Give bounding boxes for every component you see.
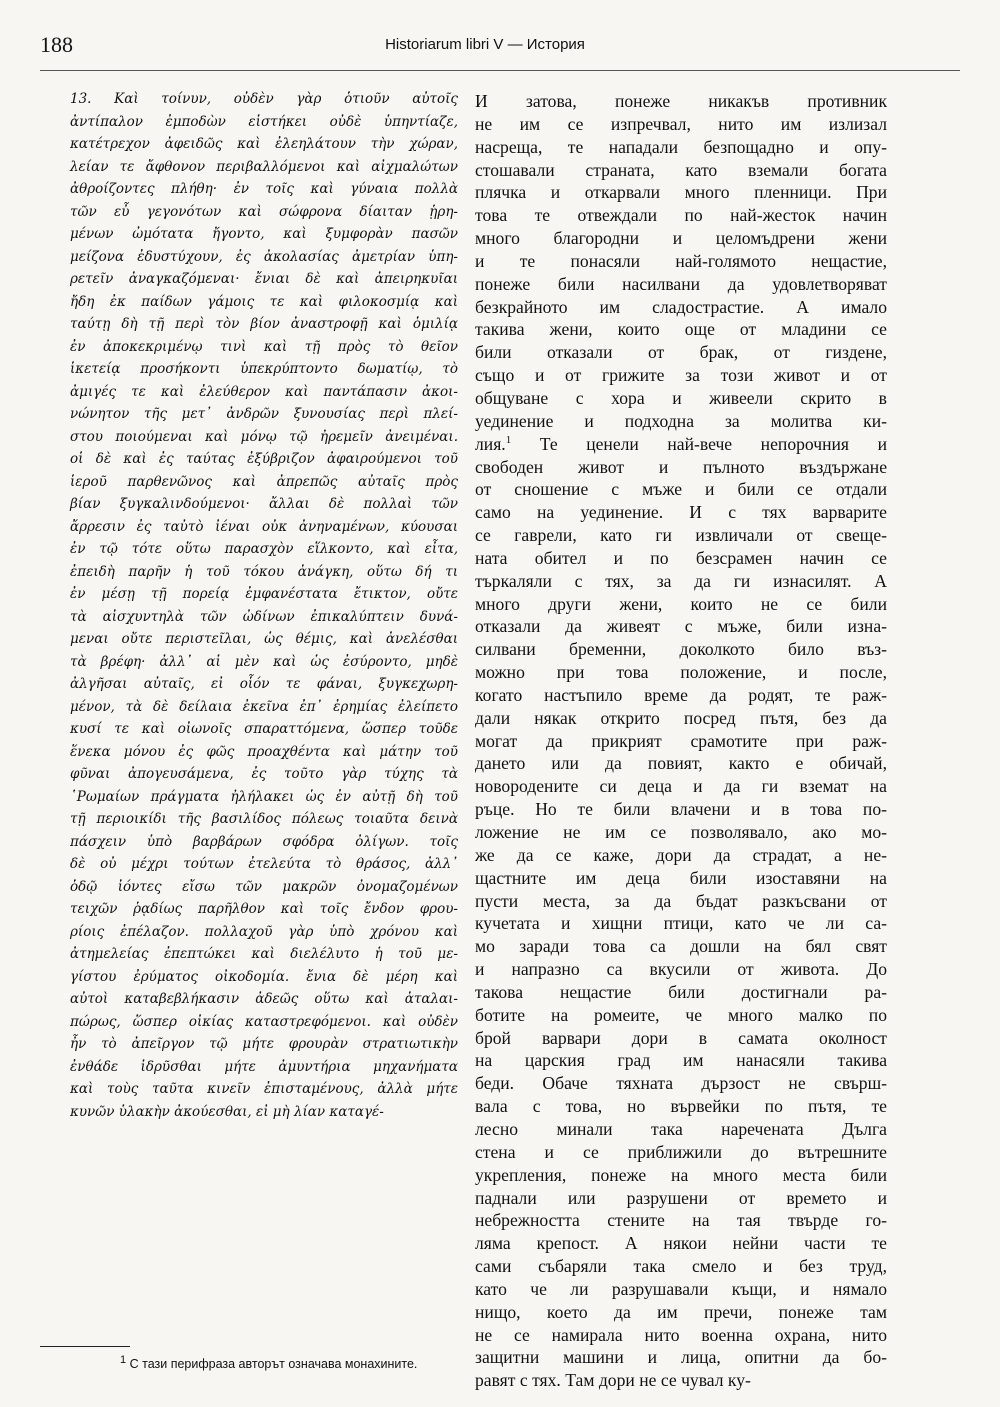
greek-line: βίαν ξυγκαλινδούμενοι· ἄλλαι δὲ πολλαὶ τῶν	[70, 496, 458, 512]
bulgarian-line: като че ли разрушавали къщи, и нямало	[475, 1278, 887, 1299]
bulgarian-line: не се намирала нито военна охрана, нито	[475, 1324, 887, 1345]
greek-line: ῾Ρωμαίων πράγματα ἠλήλακει ὡς ἐν αὐτῇ δὴ τοῦ	[70, 788, 458, 805]
greek-line: μεναι οὔτε περιστεῖλαι, ὡς θέμις, καὶ ἀνελέσθαι	[70, 631, 458, 647]
bulgarian-line: ната обител и по безсрамен начин се	[475, 547, 887, 568]
bulgarian-line: И затова, понеже никакъв противник	[475, 91, 887, 111]
bulgarian-line: ляма крепост. А някои нейни части те	[475, 1233, 887, 1254]
greek-line: στου ποιούμεναι καὶ μόνῳ τῷ ἠρεμεῖν ἀνειμέναι.	[70, 428, 458, 445]
greek-line: ἐνθάδε ἱδρῦσθαι μήτε ἀμυντήρια μηχανήματα	[70, 1058, 458, 1075]
bulgarian-line: такива жени, които още от младини се	[475, 319, 887, 340]
bulgarian-line: небрежността стените на тая твърде го-	[475, 1210, 887, 1231]
bulgarian-line: също и от грижите за този живот и от	[475, 365, 887, 386]
bulgarian-line: равят с тях. Там дори не се чувал ку-	[475, 1370, 751, 1391]
greek-line: γίστου ἐρύματος οἰκοδομία. ἔνια δὲ μέρη καὶ	[70, 968, 458, 985]
greek-line: πάσχειν ὑπὸ βαρβάρων σφόδρα ὀλίγων. τοῖς	[70, 833, 458, 850]
footnote-number: 1	[120, 1353, 127, 1366]
bulgarian-line: щастните им деца били изоставяни на	[475, 867, 887, 888]
bulgarian-line: плячка и откарвали много пленници. При	[475, 182, 887, 203]
bulgarian-line	[475, 433, 887, 456]
greek-line: πώρως, ὥσπερ οἰκίας καταστρεφόμενοι. καὶ οὐδὲν	[70, 1013, 458, 1030]
greek-line: ὁδῷ ἰόντες εἴσω τῶν μακρῶν ὀνομαζομένων	[70, 878, 458, 895]
bulgarian-line: били отказали от брак, от гиздене,	[475, 342, 887, 363]
bulgarian-line: паднали или разрушени от времето и	[475, 1187, 887, 1208]
greek-line: 13. Καὶ τοίνυν, οὐδὲν γὰρ ὁτιοῦν αὐτοῖς	[70, 91, 458, 107]
bulgarian-line: пусти места, за да бъдат разкъсвани от	[475, 890, 887, 911]
greek-line: ἀθροίζοντες πλήθη· ἐν τοῖς καὶ γύναια πολλὰ	[70, 181, 458, 197]
bulgarian-line: ботите на ромеите, че много малко по	[475, 1004, 887, 1025]
greek-line: ἐπειδὴ παρῆν ἡ τοῦ τόκου ἀνάγκη, οὕτω δή τι	[70, 563, 458, 580]
bulgarian-line: сами събаряли така смело и без труд,	[475, 1256, 887, 1277]
running-head: Historiarum libri V — История	[385, 36, 585, 53]
header-rule	[40, 70, 960, 71]
greek-line: ταύτῃ δὴ τῇ περὶ τὸν βίον ἀναστροφῇ καὶ ὁμιλίᾳ	[70, 316, 458, 332]
bulgarian-line: свободен живот и пълното въздържане	[475, 456, 887, 477]
bulgarian-line: кучетата и хищни птици, като че ли са-	[475, 913, 887, 934]
greek-line: ἀμιγές τε καὶ ἐλεύθερον καὶ παντάπασιν ἀκοι-	[70, 383, 458, 400]
bulgarian-line: много благородни и целомъдрени жени	[475, 228, 887, 249]
bulgarian-line: това те отвеждали по най-жесток начин	[475, 205, 887, 226]
bulgarian-line: такова нещастие били достигнали ра-	[475, 981, 887, 1002]
bulgarian-line: много други жени, които не се били	[475, 593, 887, 614]
greek-line: ἀλγῆσαι αὐταῖς, εἰ οἷόν τε φάναι, ξυγκεχωρη-	[70, 676, 458, 692]
bulgarian-line: дането или да повият, както е обичай,	[475, 753, 887, 774]
greek-line: ἀντίπαλον ἐμποδὼν εἱστήκει οὐδὲ ὑπηντίαζε,	[70, 113, 458, 130]
bulgarian-line: нищо, което да им пречи, понеже там	[475, 1301, 887, 1322]
greek-line: κυσί τε καὶ οἰωνοῖς σπαραττόμενα, ὥσπερ τοῦδε	[70, 721, 458, 737]
greek-line: ἐν ἀποκεκριμένῳ τινὶ καὶ τῇ πρὸς τὸ θεῖον	[70, 338, 458, 355]
bulgarian-line: можно при това положение, и после,	[475, 662, 887, 683]
greek-line: φῦναι ἀπογευσάμενα, ἐς τοῦτο γὰρ τύχης τὰ	[70, 766, 458, 782]
greek-line: ἱεροῦ παρθενῶνος καὶ ἀπρεπῶς αὐταῖς πρὸς	[70, 473, 458, 490]
footnote-text: С тази перифраза авторът означава монахините.	[129, 1357, 418, 1371]
greek-line: τῶν εὖ γεγονότων καὶ σώφρονα δίαιταν ᾑρη-	[70, 203, 458, 220]
bulgarian-line-text: лия.	[475, 433, 506, 454]
bulgarian-line: търкаляли с тях, за да ги изнасилят. А	[475, 570, 887, 591]
bulgarian-line: лесно минали така наречената Дълга	[475, 1118, 887, 1139]
bulgarian-line: само на уединение. И с тях варварите	[475, 502, 887, 523]
greek-line: ἐν μέσῃ τῇ πορείᾳ ἐμφανέστατα ἔτικτον, οὔτε	[70, 586, 458, 602]
greek-line: δὲ οὐ μέχρι τούτων ἐτελεύτα τὸ θράσος, ἀλλ᾿	[70, 856, 458, 872]
bulgarian-line: силвани бременни, доколкото било въз-	[475, 639, 887, 660]
greek-line: ἦν τὸ ἀπεῖργον τῷ μήτε φρουρὰν στρατιωτικὴν	[70, 1036, 458, 1052]
greek-line: τὰ βρέφη· ἀλλ᾿ αἱ μὲν καὶ ὡς ἐσύροντο, μηδὲ	[70, 653, 458, 670]
footnote	[120, 1355, 417, 1373]
greek-line: νώνητον τῆς μετ᾿ ἀνδρῶν ξυνουσίας περὶ πλεί-	[70, 406, 458, 422]
bulgarian-line-continuation: Те ценели най-вече непорочния и	[511, 433, 887, 454]
greek-line: ἀτημελείας ἐπεπτώκει καὶ διελέλυτο ἡ τοῦ με-	[70, 946, 458, 962]
greek-line: κατέτρεχον ἀφειδῶς καὶ ἐλεηλάτουν τὴν χώραν,	[70, 136, 458, 152]
greek-line: μένον, τὰ δὲ δείλαια ἐκεῖνα ἐπ᾿ ἐρημίας ἐλείπετο	[70, 698, 458, 715]
bulgarian-line: мо заради това са дошли на бял свят	[475, 936, 887, 957]
bulgarian-line: брой варвари дори в самата околност	[475, 1027, 887, 1048]
bulgarian-line: безкрайното им сладострастие. А имало	[475, 296, 887, 317]
bulgarian-line: могат да прикрият срамотите при раж-	[475, 730, 887, 751]
greek-line: οἱ δὲ καὶ ἐς ταύτας ἐξύβριζον ἀφαιρούμενοι τοῦ	[70, 451, 458, 467]
greek-line: τῇ περιοικίδι τῆς βασιλίδος πόλεως τοιαῦτα δεινὰ	[70, 811, 458, 827]
greek-line: ἱκετείᾳ προσήκοντι ὑπεκρύπτοντο δωματίῳ, τὸ	[70, 361, 458, 377]
greek-line: μένων ὠμότατα ἤγοντο, καὶ ξυμφορὰν πασῶν	[70, 226, 458, 242]
greek-line: ρετεῖν ἀναγκαζόμεναι· ἔνιαι δὲ καὶ ἀπειρηκυῖαι	[70, 271, 458, 287]
bulgarian-line: вала с това, но вървейки по пътя, те	[475, 1096, 887, 1117]
bulgarian-line: новородените си деца и да ги вземат на	[475, 776, 887, 797]
bulgarian-line: стошавали страната, като вземали богата	[475, 159, 887, 180]
bulgarian-line: же да се каже, дори да страдат, а не-	[475, 844, 887, 865]
greek-line: ἕνεκα μόνου ἐς φῶς προαχθέντα καὶ μάτην τοῦ	[70, 743, 458, 760]
bulgarian-line: ложение не им се позволявало, ако мо-	[475, 822, 887, 842]
bulgarian-line: и те понасяли най-голямото нещастие,	[475, 250, 887, 271]
greek-line: ἐν τῷ τότε οὕτω παρασχὸν εἵλκοντο, καὶ εἶτα,	[70, 541, 458, 557]
bulgarian-line: се гаврели, като ги извличали от свеще-	[475, 525, 887, 546]
bulgarian-line: беди. Обаче тяхната дързост не свърш-	[475, 1073, 887, 1094]
bulgarian-text-column	[475, 90, 887, 1392]
bulgarian-line: ръце. Но те били влачени и в това по-	[475, 799, 887, 820]
bulgarian-line: отказали да живеят с мъже, били изна-	[475, 616, 887, 637]
greek-line: ρίοις ἐπέλαζον. πολλαχοῦ γὰρ ὑπὸ χρόνου καὶ	[70, 923, 458, 940]
footnote-reference: 1	[505, 433, 512, 446]
greek-line: αὐτοὶ καταβεβλήκασιν ἀδεῶς οὕτω καὶ ἀταλαι-	[70, 991, 458, 1007]
greek-line: τὰ αἰσχυντηλὰ τῶν ὠδίνων ἐπικαλύπτειν δυνά-	[70, 608, 458, 625]
bulgarian-line: на царския град им нанасяли такива	[475, 1050, 887, 1071]
bulgarian-line: защитни машини и лица, опитни да бо-	[475, 1347, 887, 1368]
page-number: 188	[40, 32, 73, 57]
greek-line: καὶ τοὺς ταῦτα κινεῖν ἐπισταμένους, ἀλλὰ μήτε	[70, 1081, 458, 1097]
greek-text-column	[70, 88, 458, 1123]
greek-line: τειχῶν ῥᾳδίως παρῆλθον καὶ τοῖς ἔνδον φρου-	[70, 901, 458, 917]
greek-line: λείαν τε ἄφθονον περιβαλλόμενοι καὶ αἰχμαλώτων	[70, 158, 458, 175]
bulgarian-line: не им се изпречвал, нито им излизал	[475, 113, 887, 134]
bulgarian-line: насреща, те нападали безпощадно и опу-	[475, 136, 887, 157]
bulgarian-line: дали някак открито посред пътя, без да	[475, 707, 887, 728]
greek-line: ἤδη ἐκ παίδων γάμοις τε καὶ φιλοκοσμίᾳ καὶ	[70, 293, 458, 310]
bulgarian-line: понеже били насилвани да удовлетворяват	[475, 273, 887, 294]
greek-line: ἄρρεσιν ἐς ταὐτὸ ἰέναι οὐκ ἀνηναμένων, κύουσαι	[70, 518, 458, 535]
bulgarian-line: общуване с хора и живеели скрито в	[475, 387, 887, 408]
bulgarian-line: стена и се приближили до вътрешните	[475, 1141, 887, 1162]
greek-line: μείζονα ἐδυστύχουν, ἐς ἀκολασίας ἀμετρίαν ὑπη-	[70, 248, 458, 265]
bulgarian-line: когато настъпило време да родят, те раж-	[475, 684, 887, 705]
bulgarian-line: и напразно са вкусили от живота. До	[475, 959, 887, 980]
bulgarian-line: укрепления, понеже на много места били	[475, 1164, 887, 1185]
greek-line: κυνῶν ὑλακὴν ἀκούεσθαι, εἰ μὴ λίαν καταγέ-	[70, 1103, 384, 1120]
bulgarian-line: от сношение с мъже и били се отдали	[475, 479, 887, 500]
footnote-rule	[40, 1346, 130, 1347]
bulgarian-line: уединение и подходна за молитва ки-	[475, 410, 887, 431]
